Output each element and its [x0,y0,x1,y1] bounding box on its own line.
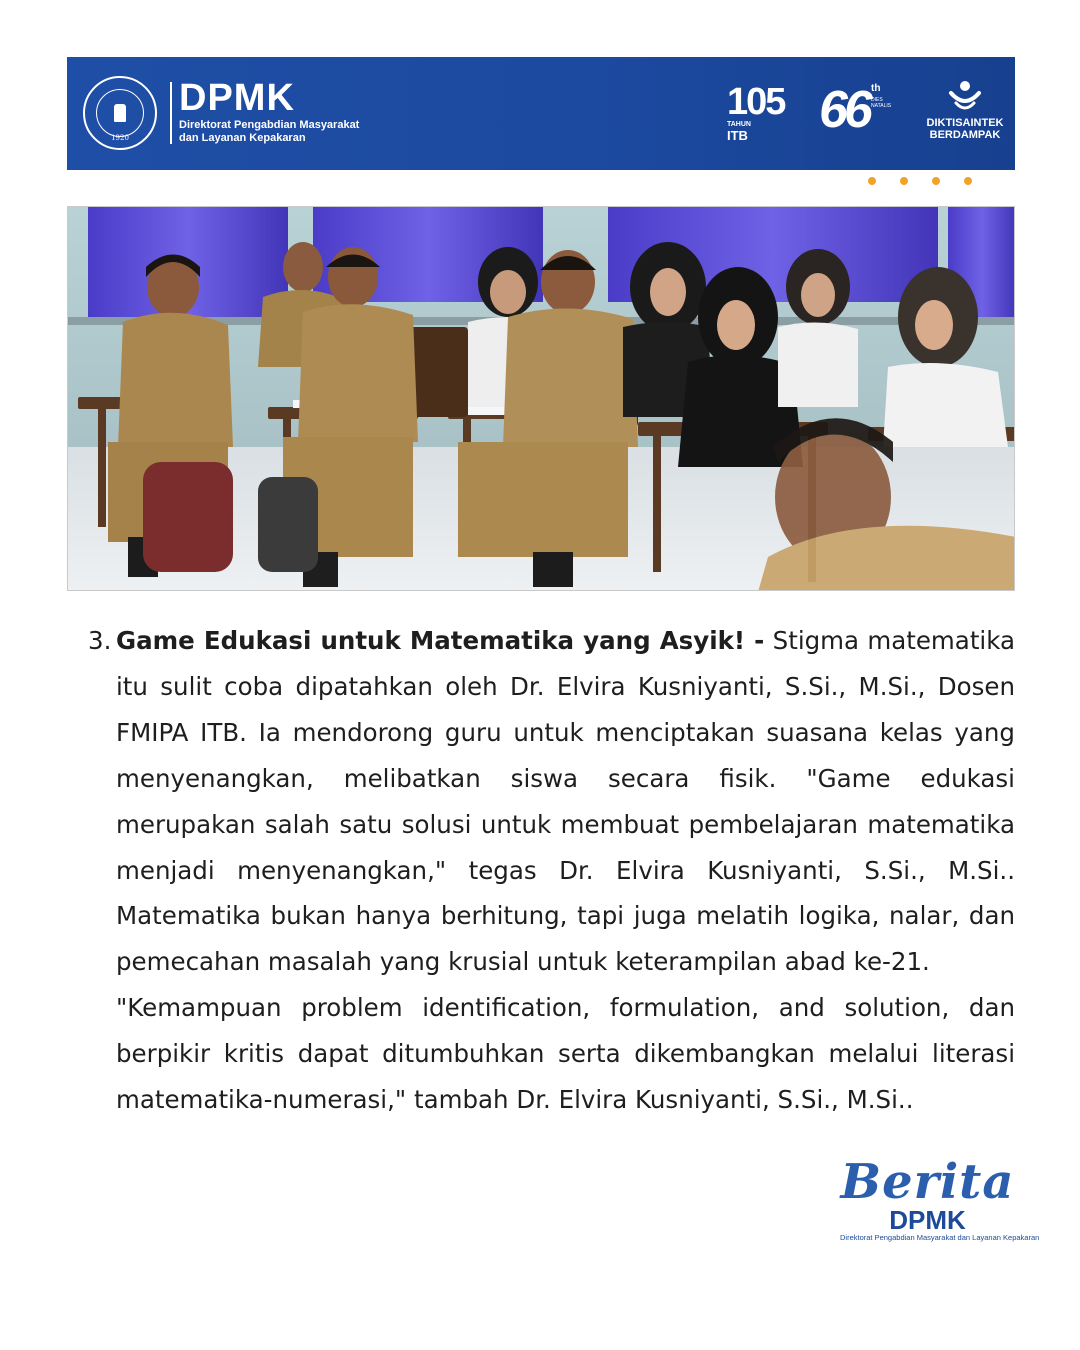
list-item-number: 3. [88,626,112,655]
itb-105-logo [727,83,793,145]
logo-105-number: 105 [727,81,785,123]
berita-subtitle: Direktorat Pengabdian Masyarakat dan Layanan Kepakaran [840,1233,1040,1242]
header-divider [170,82,172,144]
diktisaintek-logo [919,79,1011,149]
header-banner [67,57,1015,170]
dies-natalis-66-logo [819,81,892,147]
list-item-3 [88,618,1015,985]
dikti-figure-icon [947,79,983,113]
person-8 [778,249,858,407]
brand-subtitle-line2: dan Layanan Kepakaran [179,132,306,144]
itb-seal-icon [83,76,157,150]
list-item-text: Stigma matematika itu sulit coba dipatahkan oleh Dr. Elvira Kusniyanti, S.Si., M.Si., Dosen FMIPA ITB. Ia mendorong guru untuk menciptakan suasana kelas yang menyenangkan, melibatkan siswa secara fisik. "Game edukasi merupakan salah satu solusi untuk membuat pembelajaran matematika menjadi menyenangkan," tegas Dr. Elvira Kusniyanti, S.Si., M.Si.. Matematika bukan hanya berhitung, tapi juga melatih logika, nalar, dan pemecahan masalah yang krusial untuk keterampilan abad ke-21. [116,626,1015,977]
logo-66-number: 66 [819,81,869,139]
article-quote: "Kemampuan problem identification, formulation, and solution, dan berpikir kritis dapat ditumbuhkan serta dikembangkan melalui literasi matematika-numerasi," tambah Dr. Elvira Kusniyanti, S.Si., M.Si.. [116,993,1015,1115]
brand-block [179,77,359,145]
dot-2 [900,177,908,185]
logo-66-natalis: DIES NATALIS [871,97,892,109]
list-item-title: Game Edukasi untuk Matematika yang Asyik! - [116,626,765,655]
dikti-line1: DIKTISAINTEK [926,117,1004,129]
dikti-line2: BERDAMPAK [929,129,1001,141]
dot-4 [964,177,972,185]
backpack-red [143,462,233,572]
dot-3 [932,177,940,185]
classroom-photo-graphic [68,207,1015,591]
brand-title: DPMK [179,77,295,119]
list-item-body [116,618,1015,985]
backpack-grey [258,477,318,572]
logo-105-label: TAHUN [727,121,751,128]
logo-105-itb: ITB [727,128,748,143]
seal-figure [114,104,126,122]
dot-1 [868,177,876,185]
seal-inner-ring [96,89,144,137]
berita-script: Berita [840,1154,1015,1210]
classroom-photo [67,206,1015,591]
logo-66-th: th [871,83,881,94]
article-content [88,618,1015,1123]
berita-dpmk-text: DPMK [889,1205,966,1235]
brand-subtitle-line1: Direktorat Pengabdian Masyarakat [179,119,360,131]
berita-dpmk-logo [840,1154,1040,1265]
seal-year: 1920 [111,134,129,142]
